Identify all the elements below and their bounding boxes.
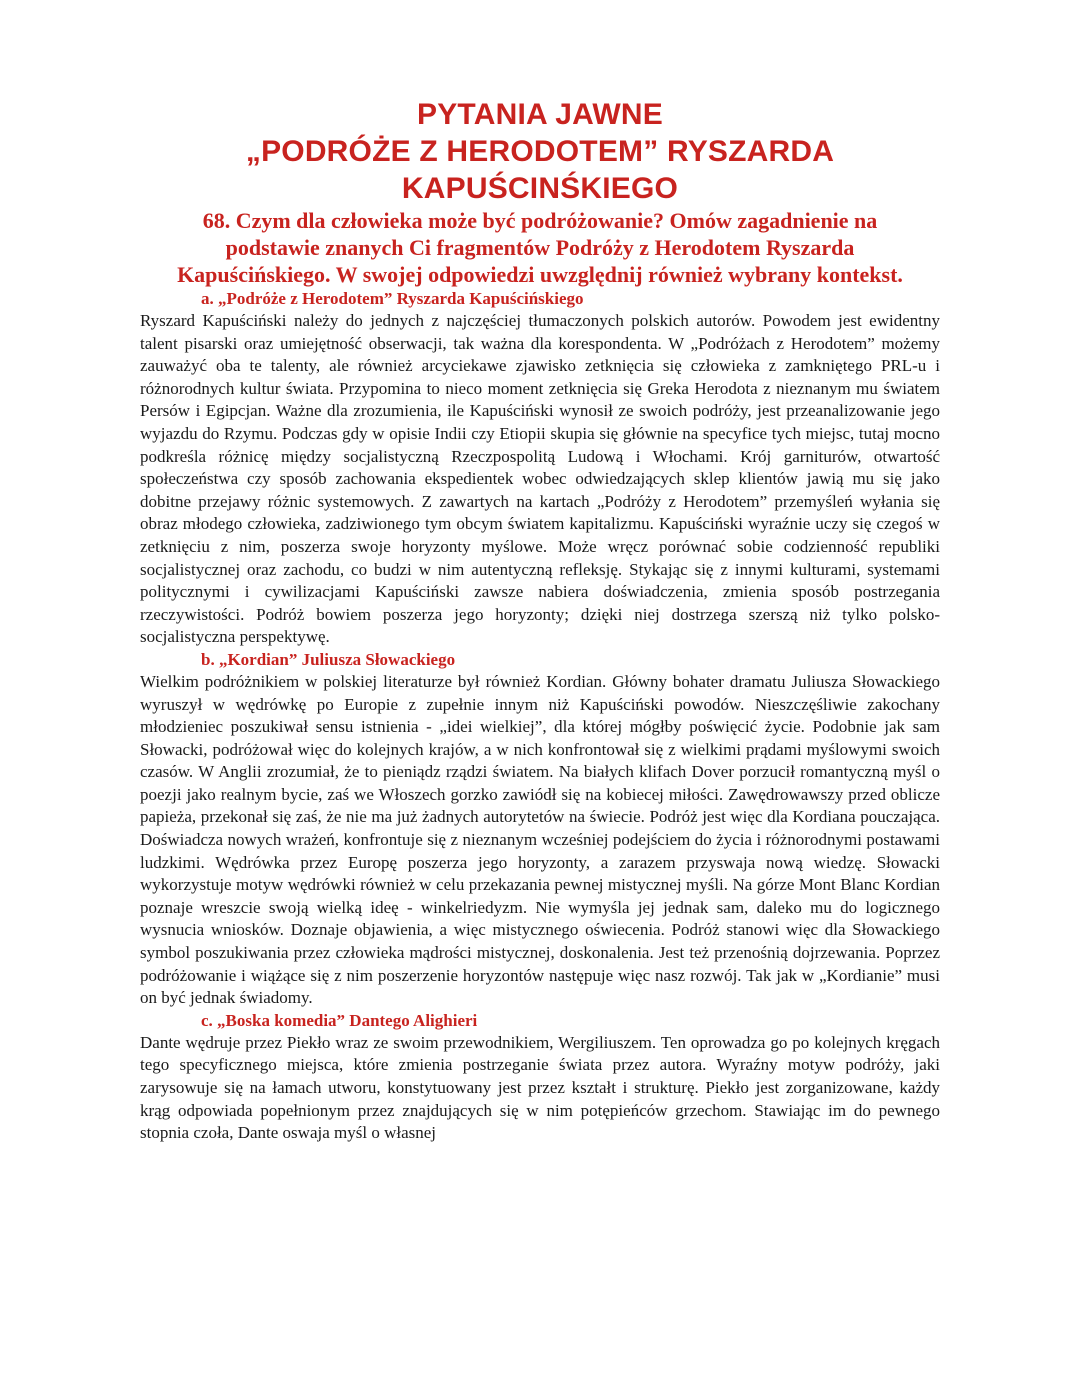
- section-heading-a: a. „Podróże z Herodotem” Ryszarda Kapuścińskiego: [201, 289, 584, 308]
- title-line-1: PYTANIA JAWNE: [417, 98, 663, 131]
- title-line-2: „PODRÓŻE Z HERODOTEM” RYSZARDA: [245, 135, 835, 168]
- section-text-c: Dante wędruje przez Piekło wraz ze swoim przewodnikiem, Wergiliuszem. Ten oprowadza go po kolejnych kręgach tego specyficznego miejsca, które zmienia postrzeganie świata przez autora. Wyraźny motyw podróży, jaki zarysowuje się na łamach utworu, konstytuowany jest przez kształt i strukturę. Piekło jest zorganizowane, każdy krąg odpowiada popełnionym przez znajdujących się w nim potępieńców grzechom. Stawiając im do pewnego stopnia czoła, Dante oswaja myśl o własnej: [140, 1032, 940, 1143]
- exam-question: 68. Czym dla człowieka może być podróżowanie? Omów zagadnienie na podstawie znanych Ci fragmentów Podróży z Herodotem Ryszarda Kapuścińskiego. W swojej odpowiedzi uwzględnij również wybrany kontekst.: [177, 208, 903, 287]
- section-text-b: Wielkim podróżnikiem w polskiej literaturze był również Kordian. Główny bohater dramatu Juliusza Słowackiego wyruszył w wędrówkę po Europie z zupełnie innym niż Kapuściński powodów. Nieszczęśliwie zakochany młodzieniec poszukiwał sensu istnienia - „idei wielkiej”, dla której mógłby poświęcić życie. Podobnie jak sam Słowacki, podróżował więc do kolejnych krajów, a w nich konfrontował się z wielkimi prądami myślowymi swoich czasów. W Anglii zrozumiał, że to pieniądz rządzi światem. Na białych klifach Dover porzucił romantyczną myśl o poezji jako realnym bycie, zaś we Włoszech gorzko zawiódł się na kobiecej miłości. Zawędrowawszy przed oblicze papieża, przekonał się zaś, że nie ma już żadnych autorytetów na świecie. Podróż jest więc dla Kordiana pouczająca. Doświadcza nowych wrażeń, konfrontuje się z nieznanym wcześniej podejściem do życia i różnorodnymi postawami ludzkimi. Wędrówka przez Europę poszerza jego horyzonty, a zarazem przyswaja nową wiedzę. Słowacki wykorzystuje motyw wędrówki również w celu przekazania pewnej mistycznej myśli. Na górze Mont Blanc Kordian poznaje wreszcie swoją wielką ideę - winkelriedyzm. Nie wymyśla jej jednak sam, daleko mu do logicznego wysnucia wniosków. Doznaje objawienia, a więc mistycznego oświecenia. Podróż stanowi więc dla Słowackiego symbol poszukiwania przez człowieka mądrości mistycznej, doskonalenia. Jest też przenośnią dojrzewania. Poprzez podróżowanie i wiążące się z nim poszerzenie horyzontów następuje więc nasz rozwój. Tak jak w „Kordianie” musi on być jednak świadomy.: [140, 671, 940, 1008]
- section-text-a: Ryszard Kapuściński należy do jednych z najczęściej tłumaczonych polskich autorów. Powodem jest ewidentny talent pisarski oraz umiejętność obserwacji, tak ważna dla korespondenta. W „Podróżach z Herodotem” możemy zauważyć oba te talenty, ale również arcyciekawe zjawisko zetknięcia się człowieka z zamkniętego PRL-u i różnorodnych kultur świata. Przypomina to nieco moment zetknięcia się Greka Herodota z nieznanym mu światem Persów i Egipcjan. Ważne dla zrozumienia, ile Kapuściński wynosił ze swoich podróży, jest przeanalizowanie jego wyjazdu do Rzymu. Podczas gdy w opisie Indii czy Etiopii skupia się głównie na specyfice tych miejsc, tutaj mocno podkreśla różnicę między socjalistyczną Rzeczpospolitą Ludową i Włochami. Krój garniturów, otwartość społeczeństwa czy sposób zachowania ekspedientek wobec odwiedzających sklep klientów jawią mu się jako dobitne przejawy różnic systemowych. Z zawartych na kartach „Podróży z Herodotem” przemyśleń wyłania się obraz młodego człowieka, zadziwionego tym obcym światem kapitalizmu. Kapuściński wyraźnie uczy się czegoś w zetknięciu z nim, poszerza swoje horyzonty myślowe. Może wręcz porównać sobie codzienność republiki socjalistycznej oraz zachodu, co budzi w nim autentyczną refleksję. Stykając się z innymi kulturami, systemami politycznymi i cywilizacjami Kapuściński zawsze nabiera doświadczenia, zmienia sposób postrzegania rzeczywistości. Podróż bowiem poszerza jego horyzonty; dzięki niej dostrzega szerszą niż tylko polsko-socjalistyczna perspektywę.: [140, 311, 940, 647]
- section-heading-b: b. „Kordian” Juliusza Słowackiego: [201, 649, 456, 669]
- document-page: [140, 96, 940, 1145]
- section-heading-c: c. „Boska komedia” Dantego Alighieri: [201, 1010, 478, 1030]
- title-line-3: KAPUŚCINŚKIEGO: [401, 172, 679, 205]
- document-title: [140, 96, 940, 207]
